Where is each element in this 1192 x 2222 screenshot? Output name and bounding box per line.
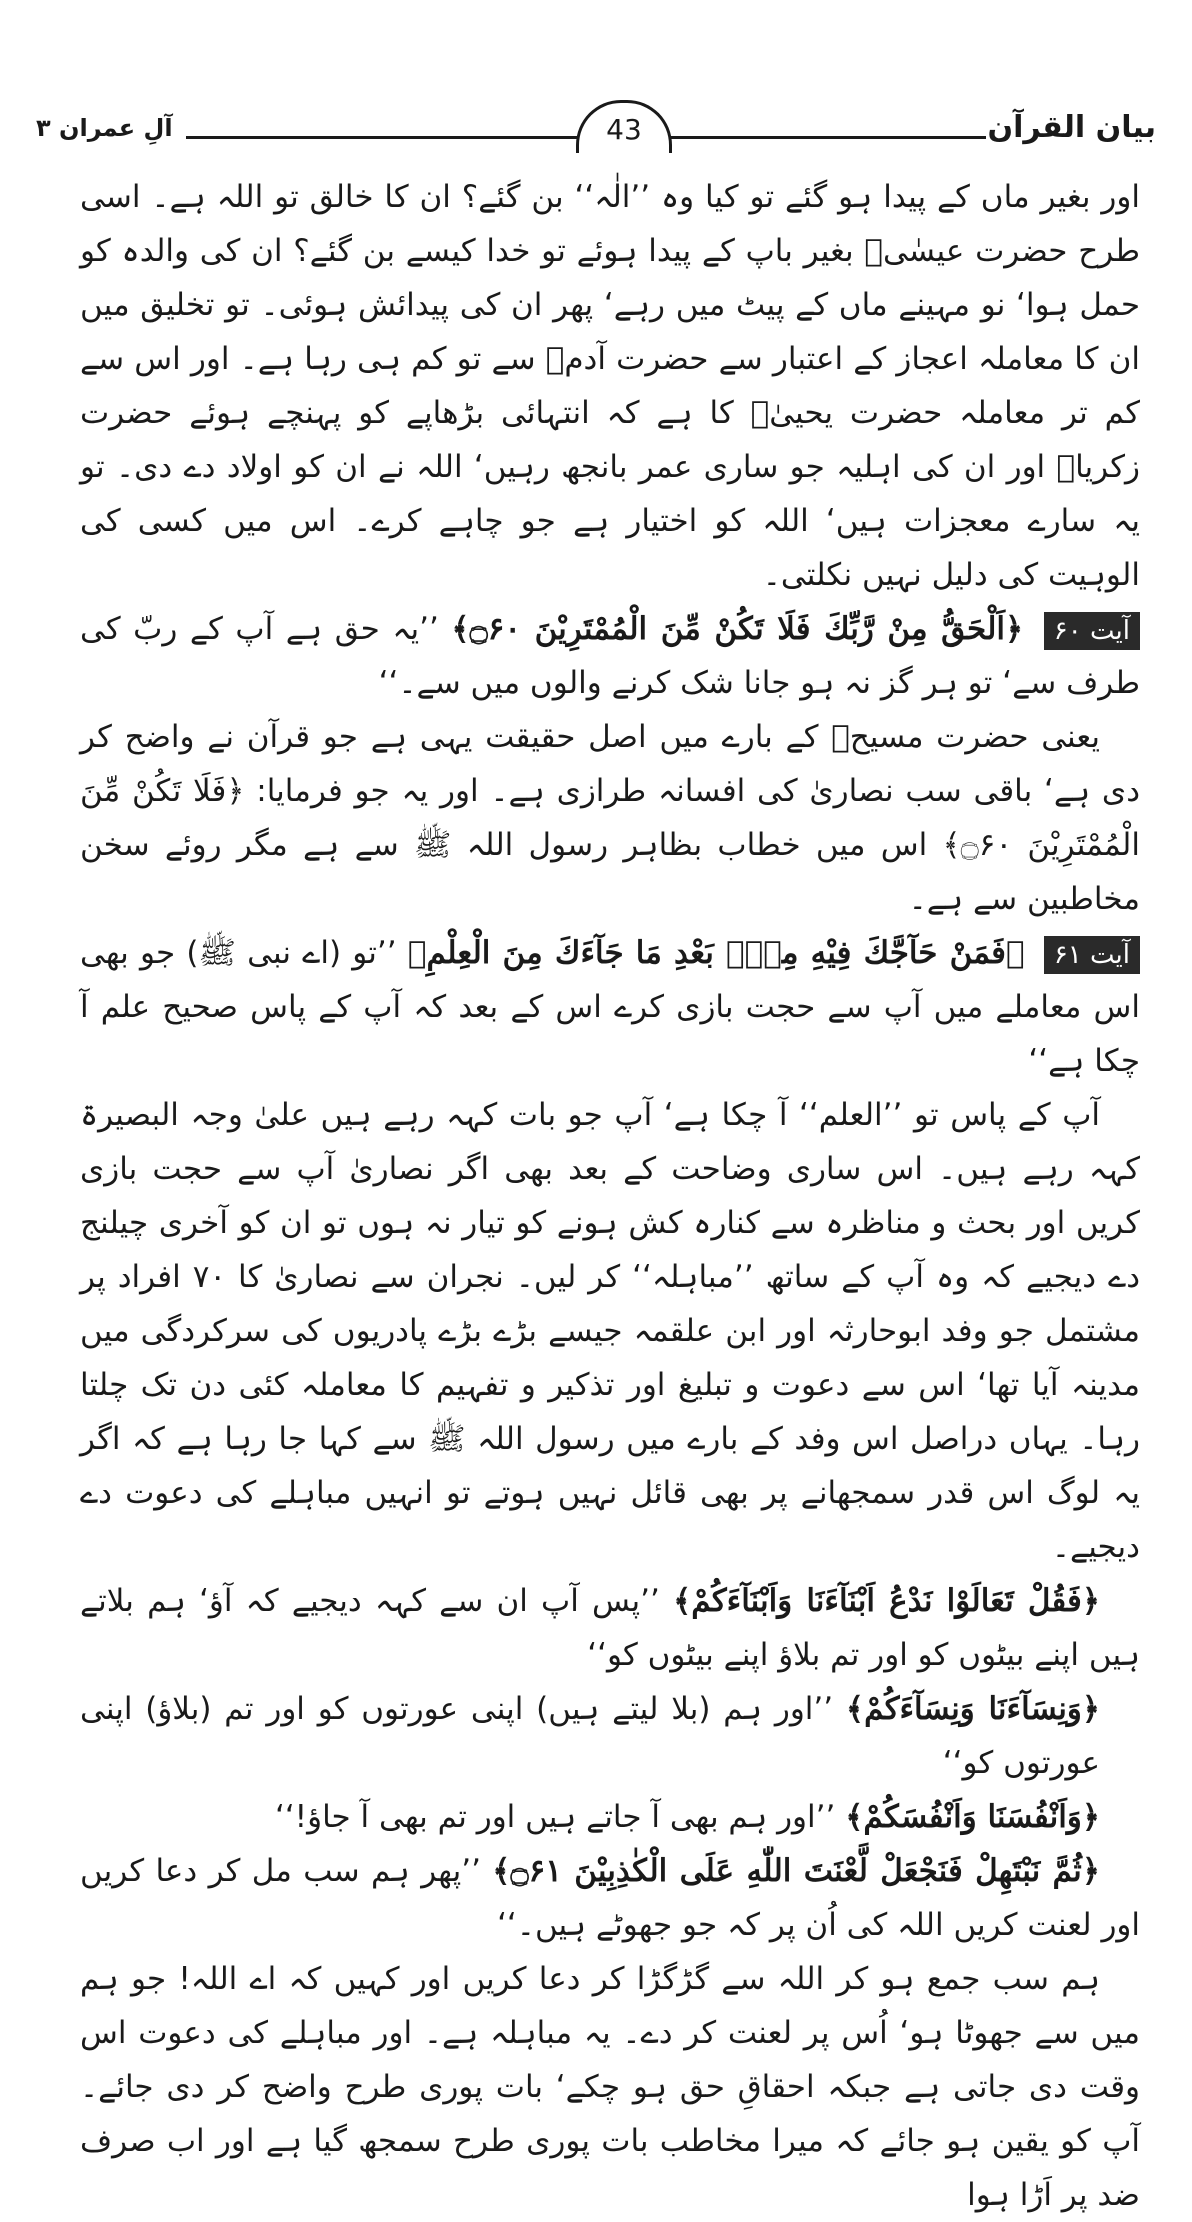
urdu-text: ہم سب جمع ہو کر اللہ سے گڑگڑا کر دعا کریں اور کہیں کہ اے اللہ! جو ہم میں سے جھوٹا ہو‘ اُس پر لعنت کر دے۔ یہ مباہلہ ہے۔ اور مباہلے کی دعوت اس وقت دی جاتی ہے جبکہ احقاقِ حق ہو چکے‘ بات پوری طرح واضح کر دی جائے۔ آپ کو یقین ہو جائے کہ میرا مخاطب بات پوری طرح سمجھ گیا ہے اور اب صرف ضد پر اَڑا ہوا [80,1961,1140,2213]
header-rule-left [186,136,576,139]
paragraph [80,170,1140,602]
verse-paragraph [80,1682,1140,1790]
urdu-text: اور بغیر ماں کے پیدا ہو گئے تو کیا وہ ’’الٰہ‘‘ بن گئے؟ ان کا خالق تو اللہ ہے۔ اسی طرح حضرت عیسٰیؑ بغیر باپ کے پیدا ہوئے تو خدا کیسے بن گئے؟ ان کی والدہ کو حمل ہوا‘ نو مہینے ماں کے پیٹ میں رہے‘ پھر ان کی پیدائش ہوئی۔ تو تخلیق میں ان کا معاملہ اعجاز کے اعتبار سے حضرت آدمؑ سے تو کم ہی رہا ہے۔ اور اس سے کم تر معاملہ حضرت یحییٰؑ کا ہے کہ انتہائی بڑھاپے کو پہنچے ہوئے حضرت زکریاؑ اور ان کی اہلیہ جو ساری عمر بانجھ رہیں‘ اللہ نے ان کو اولاد دے دی۔ تو یہ سارے معجزات ہیں‘ اللہ کو اختیار ہے جو چاہے کرے۔ اس میں کسی کی الوہیت کی دلیل نہیں نکلتی۔ [80,179,1140,593]
ayah-number-badge: آیت ۶۰ [1044,612,1140,650]
book-title: بیان القرآن [987,110,1156,145]
surah-label: آلِ عمران ۳ [36,114,173,142]
urdu-text: آپ کے پاس تو ’’العلم‘‘ آ چکا ہے‘ آپ جو بات کہہ رہے ہیں علیٰ وجہ البصیرۃ کہہ رہے ہیں۔ اس ساری وضاحت کے بعد بھی اگر نصاریٰ آپ سے حجت بازی کریں اور بحث و مناظرہ سے کنارہ کش ہونے کو تیار نہ ہوں تو ان کو آخری چیلنج دے دیجیے کہ وہ آپ کے ساتھ ’’مباہلہ‘‘ کر لیں۔ نجران سے نصاریٰ کا ۷۰ افراد پر مشتمل جو وفد ابوحارثہ اور ابن علقمہ جیسے بڑے بڑے پادریوں کی سرکردگی میں مدینہ آیا تھا‘ اس سے دعوت و تبلیغ اور تذکیر و تفہیم کا معاملہ کئی دن تک چلتا رہا۔ یہاں دراصل اس وفد کے بارے میں رسول اللہ ﷺ سے کہا جا رہا ہے کہ اگر یہ لوگ اس قدر سمجھانے پر بھی قائل نہیں ہوتے تو انہیں مباہلے کی دعوت دے دیجیے۔ [80,1097,1140,1565]
arabic-verse: ﴿فَمَنْ حَآجَّكَ فِيْهِ مِنْۢ بَعْدِ مَا جَآءَكَ مِنَ الْعِلْمِ﴾ [407,935,1025,971]
urdu-translation: ’’اور ہم (بلا لیتے ہیں) اپنی عورتوں کو اور تم (بلاؤ) اپنی عورتوں کو‘‘ [80,1691,1100,1781]
urdu-translation: ’’تو (اے نبی ﷺ) جو بھی اس معاملے میں آپ سے حجت بازی کرے اس کے بعد کہ آپ کے پاس صحیح علم آ چکا ہے‘‘ [80,935,1140,1079]
urdu-translation: ’’پس آپ ان سے کہہ دیجیے کہ آؤ‘ ہم بلاتے ہیں اپنے بیٹوں کو اور تم بلاؤ اپنے بیٹوں کو‘‘ [80,1583,1140,1673]
ayah-paragraph [80,602,1140,710]
urdu-translation: ’’اور ہم بھی آ جاتے ہیں اور تم بھی آ جاؤ!‘‘ [274,1799,836,1835]
paragraph [80,1952,1140,2222]
arabic-verse: ﴿اَلْحَقُّ مِنْ رَّبِّكَ فَلَا تَكُنْ مِّنَ الْمُمْتَرِيْنَ ۝۶۰﴾ [451,611,1024,647]
urdu-translation: ’’پھر ہم سب مل کر دعا کریں اور لعنت کریں اللہ کی اُن پر کہ جو جھوٹے ہیں۔‘‘ [80,1853,1140,1943]
verse-paragraph [80,1790,1140,1844]
verse-paragraph [80,1844,1140,1952]
arabic-verse: ﴿وَاَنْفُسَنَا وَاَنْفُسَكُمْ﴾ [845,1799,1100,1835]
paragraph [80,710,1140,926]
ayah-number-badge: آیت ۶۱ [1044,936,1140,974]
arabic-verse: ﴿ثُمَّ نَبْتَهِلْ فَنَجْعَلْ لَّعْنَتَ اللّٰهِ عَلَى الْكٰذِبِيْنَ ۝۶۱﴾ [492,1853,1100,1889]
page-body [80,170,1140,2222]
page-number: 43 [576,100,672,153]
arabic-verse: ﴿فَقُلْ تَعَالَوْا نَدْعُ اَبْنَآءَنَا وَاَبْنَآءَكُمْ﴾ [673,1583,1100,1619]
paragraph [80,1088,1140,1574]
urdu-text: یعنی حضرت مسیحؑ کے بارے میں اصل حقیقت یہی ہے جو قرآن نے واضح کر دی ہے‘ باقی سب نصاریٰ کی افسانہ طرازی ہے۔ اور یہ جو فرمایا: ﴿فَلَا تَكُنْ مِّنَ الْمُمْتَرِيْنَ ۝۶۰﴾ اس میں خطاب بظاہر رسول اللہ ﷺ سے ہے مگر روئے سخن مخاطبین سے ہے۔ [80,719,1140,917]
arabic-verse: ﴿وَنِسَآءَنَا وَنِسَآءَكُمْ﴾ [845,1691,1100,1727]
urdu-translation: ’’یہ حق ہے آپ کے ربّ کی طرف سے‘ تو ہر گز نہ ہو جانا شک کرنے والوں میں سے۔‘‘ [80,611,1140,701]
page-header [36,100,1156,156]
ayah-paragraph [80,926,1140,1088]
verse-paragraph [80,1574,1140,1682]
